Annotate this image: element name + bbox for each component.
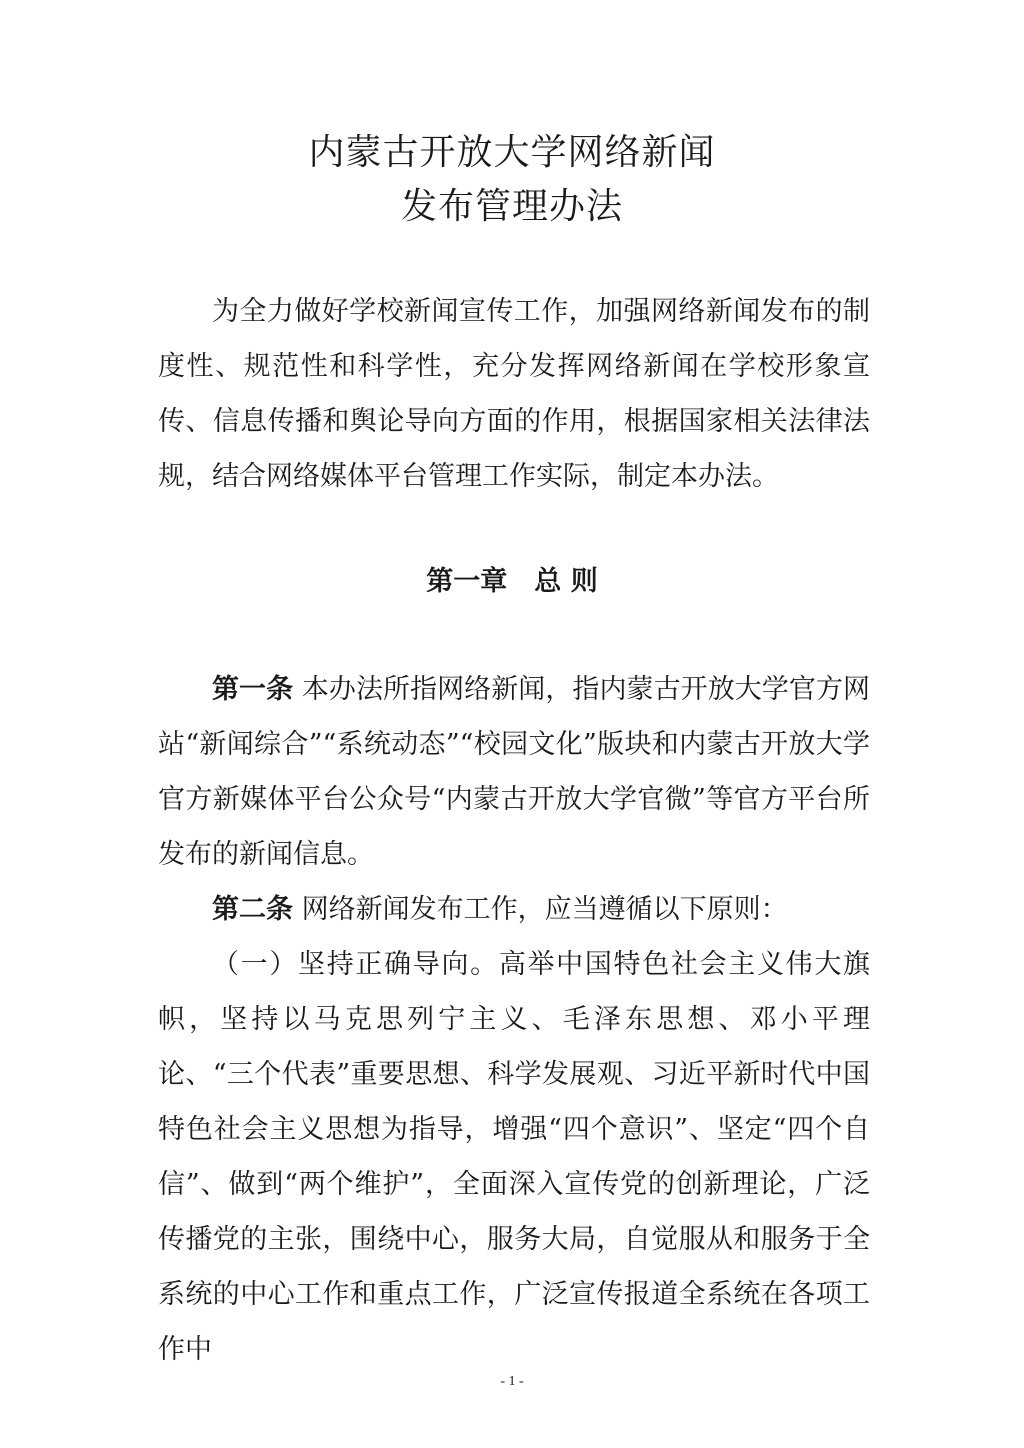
document-title-line-2: 发布管理办法 bbox=[400, 186, 623, 227]
chapter-heading: 第一章 总 则 bbox=[426, 566, 598, 597]
article-2-text: 网络新闻发布工作，应当遵循以下原则： bbox=[293, 894, 788, 925]
article-2 bbox=[158, 882, 870, 937]
intro-paragraph: 为全力做好学校新闻宣传工作，加强网络新闻发布的制度性、规范性和科学性，充分发挥网络新闻在学校形象宣传、信息传播和舆论导向方面的作用，根据国家相关法律法规，结合网络媒体平台管理工作实际，制定本办法。 bbox=[158, 296, 870, 492]
article-2-item-1: （一）坚持正确导向。高举中国特色社会主义伟大旗帜，坚持以马克思列宁主义、毛泽东思想、邓小平理论、“三个代表”重要思想、科学发展观、习近平新时代中国特色社会主义思想为指导，增强“四个意识”、坚定“四个自信”、做到“两个维护”，全面深入宣传党的创新理论，广泛传播党的主张，围绕中心，服务大局，自觉服从和服务于全系统的中心工作和重点工作，广泛宣传报道全系统在各项工作中 bbox=[158, 949, 870, 1365]
page-number: - 1 - bbox=[500, 1374, 524, 1389]
document-title-line-1: 内蒙古开放大学网络新闻 bbox=[308, 132, 716, 173]
article-1-text: 本办法所指网络新闻，指内蒙古开放大学官方网站“新闻综合”“系统动态”“校园文化”版块和内蒙古开放大学官方新媒体平台公众号“内蒙古开放大学官微”等官方平台所发布的新闻信息。 bbox=[158, 674, 870, 870]
article-1 bbox=[158, 662, 870, 882]
article-2-label: 第二条 bbox=[212, 894, 293, 925]
intro-section bbox=[158, 284, 870, 504]
article-1-label: 第一条 bbox=[212, 674, 294, 705]
articles-section bbox=[158, 662, 870, 1377]
